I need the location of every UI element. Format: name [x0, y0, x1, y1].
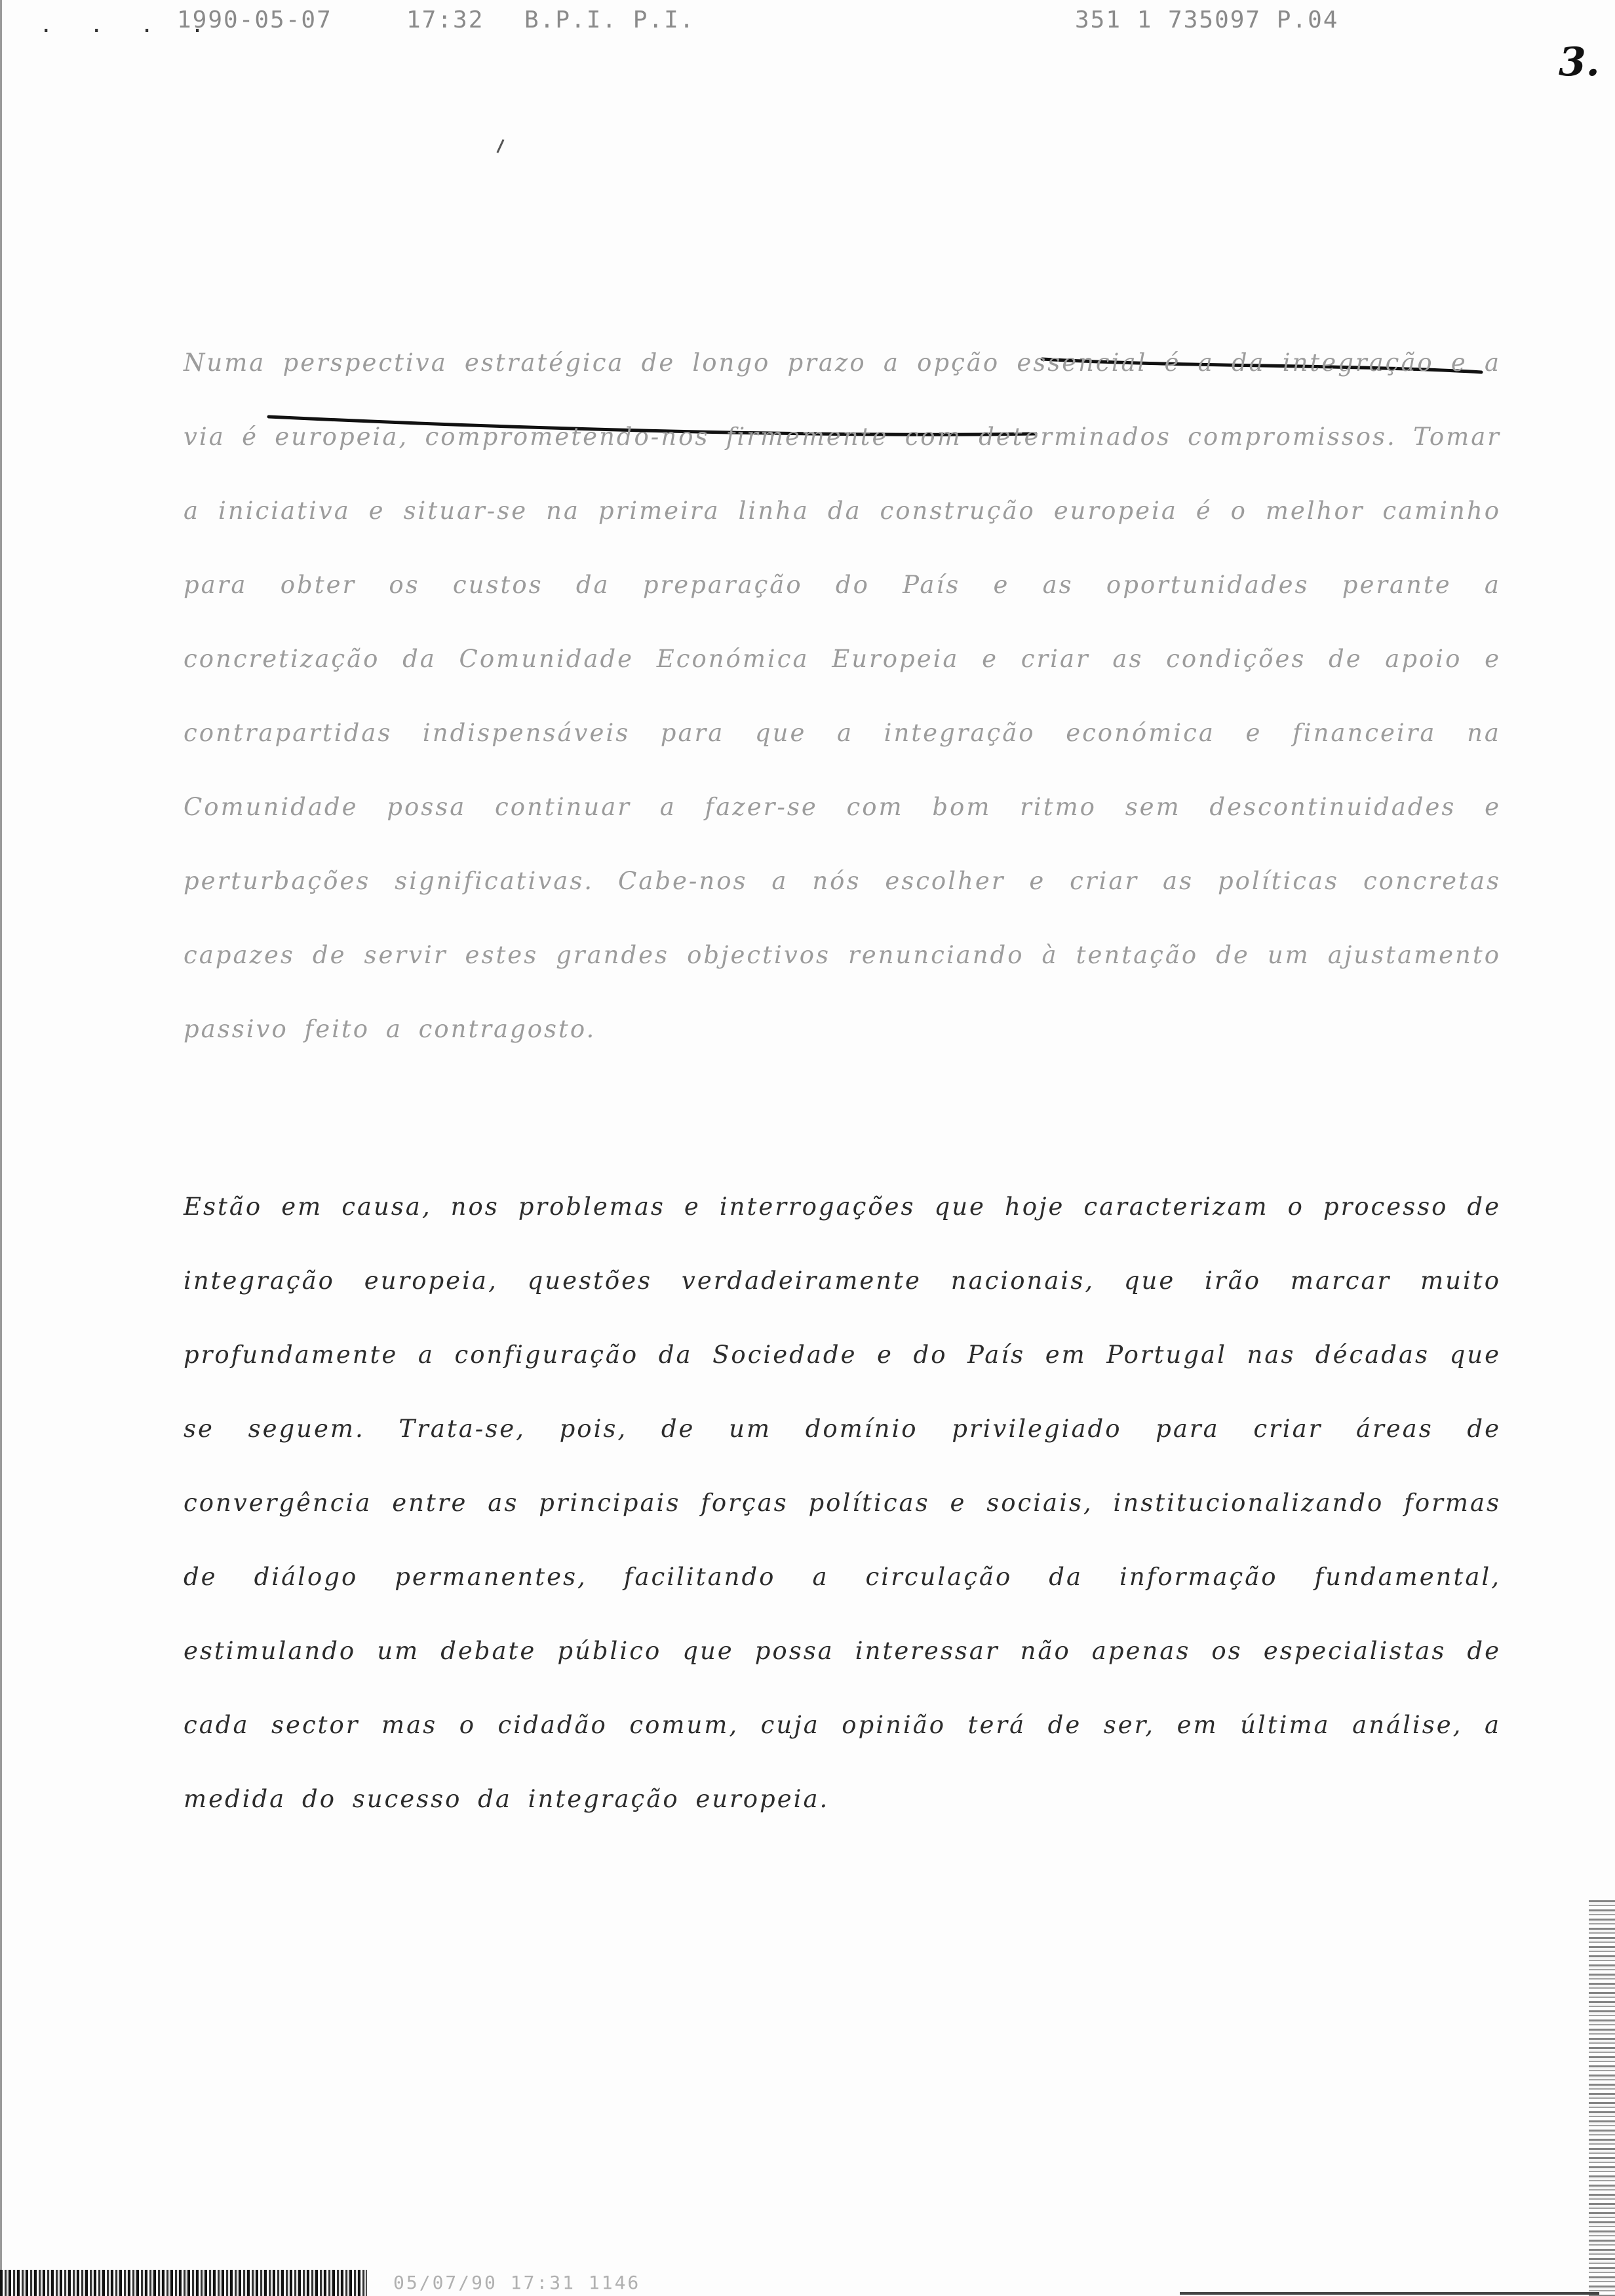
paragraph-faded: Numa perspectiva estratégica de longo prazo a opção essencial é a da integração e a via é europeia, comprometendo-nos firmemente com determinados compromissos. Tomar a iniciativa e situar-se na primeira linha da construção europeia é o melhor caminho para obter os custos da preparação do País e as oportunidades perante a concretização da Comunidade Económica Europeia e criar as condições de apoio e contrapartidas indispensáveis para que a integração económica e financeira na Comunidade possa continuar a fazer-se com bom ritmo sem descontinuidades e perturbações significativas. Cabe-nos a nós escolher e criar as políticas concretas capazes de servir estes grandes objectivos renunciando à tentação de um ajustamento passivo feito a contragosto. [184, 349, 1501, 1043]
scan-noise-bars [0, 2270, 367, 2296]
fax-transmission-header [39, 7, 1350, 39]
fax-header-time: 17:32 [406, 7, 484, 33]
paragraph-main: Estão em causa, nos problemas e interrogações que hoje caracterizam o processo de integração europeia, questões verdadeiramente nacionais, que irão marcar muito profundamente a configuração da Sociedade e do País em Portugal nas décadas que se seguem. Trata-se, pois, de um domínio privilegiado para criar áreas de convergência entre as principais forças políticas e sociais, institucionalizando formas de diálogo permanentes, facilitando a circulação da informação fundamental, estimulando um debate público que possa interessar não apenas os especialistas de cada sector mas o cidadão comum, cuja opinião terá de ser, em última análise, a medida do sucesso da integração europeia. [184, 1193, 1501, 1813]
footer-scan-line [1180, 2292, 1599, 2295]
handwritten-page-number: 3. [1559, 39, 1600, 85]
stray-pen-mark [496, 139, 504, 153]
scan-footer-strip [0, 2270, 1615, 2296]
fax-header-dots: . . . . [39, 12, 216, 38]
scan-right-edge-noise [1589, 1900, 1615, 2296]
fax-header-number: 351 1 735097 P.04 [1075, 7, 1339, 33]
scan-left-edge [0, 0, 2, 2296]
footer-faint-text: 05/07/90 17:31 1146 [393, 2272, 641, 2293]
fax-header-date: 1990-05-07 [177, 7, 332, 33]
fax-header-sender: B.P.I. P.I. [524, 7, 695, 33]
